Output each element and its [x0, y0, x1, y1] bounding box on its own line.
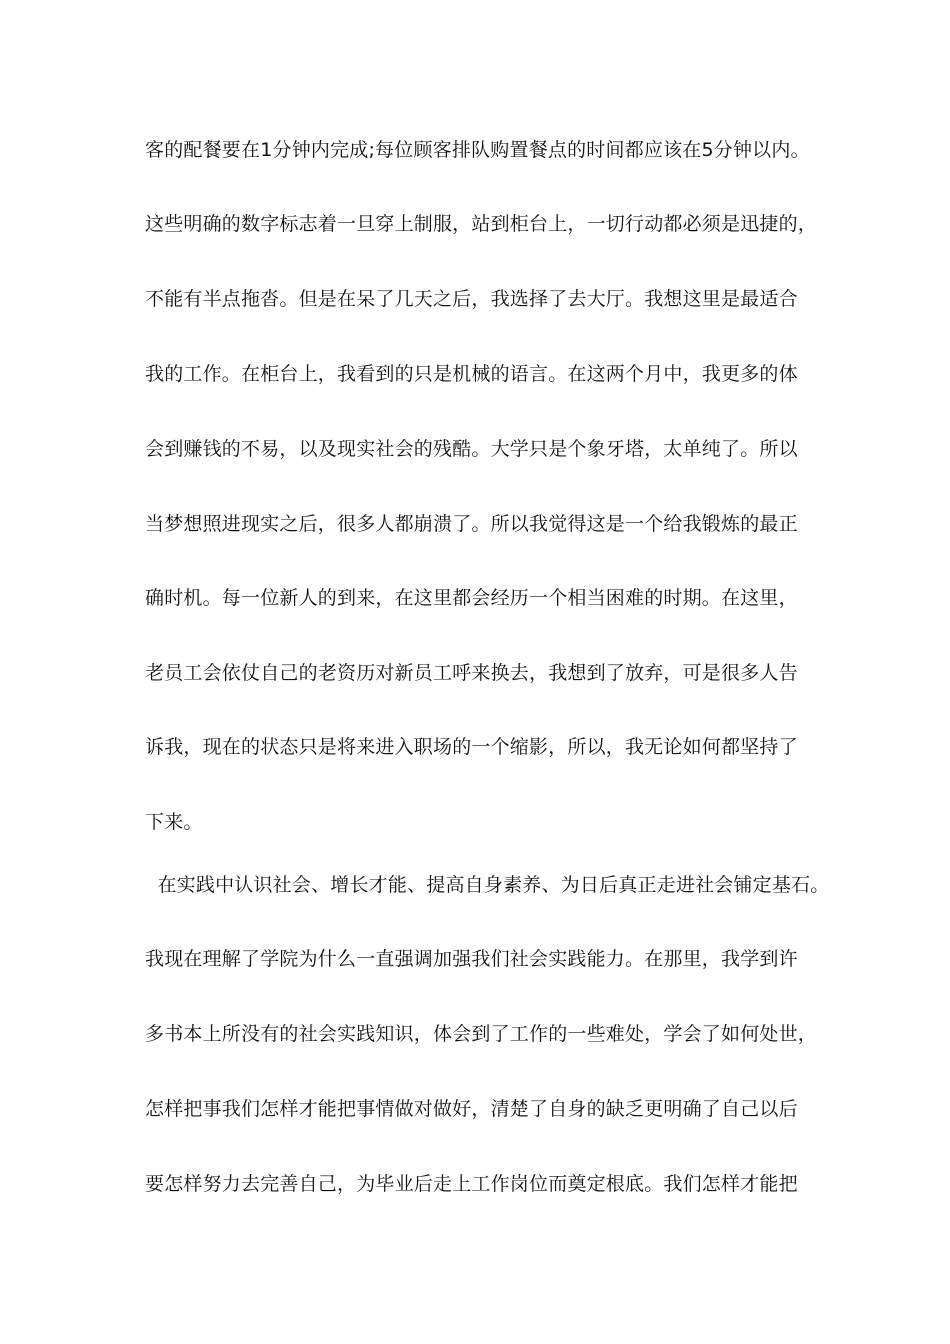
paragraph-line: 在实践中认识社会、增长才能、提高自身素养、为日后真正走进社会铺定基石。 — [145, 874, 830, 896]
paragraph-line: 多书本上所没有的社会实践知识，体会到了工作的一些难处，学会了如何处世， — [145, 1023, 818, 1045]
paragraph-line: 下来。 — [145, 811, 203, 833]
paragraph-line: 怎样把事我们怎样才能把事情做对做好，清楚了自身的缺乏更明确了自己以后 — [145, 1098, 798, 1120]
paragraph-line: 不能有半点拖沓。但是在呆了几天之后，我选择了去大厅。我想这里是最适合 — [145, 288, 798, 310]
paragraph-line: 会到赚钱的不易，以及现实社会的残酷。大学只是个象牙塔，太单纯了。所以 — [145, 438, 798, 460]
paragraph-line: 确时机。每一位新人的到来，在这里都会经历一个相当困难的时期。在这里， — [145, 587, 798, 609]
paragraph-line: 我的工作。在柜台上，我看到的只是机械的语言。在这两个月中，我更多的体 — [145, 363, 798, 385]
paragraph-line: 我现在理解了学院为什么一直强调加强我们社会实践能力。在那里，我学到许 — [145, 948, 798, 970]
paragraph-line: 这些明确的数字标志着一旦穿上制服，站到柜台上，一切行动都必须是迅捷的， — [145, 213, 818, 235]
paragraph-line: 老员工会依仗自己的老资历对新员工呼来换去，我想到了放弃，可是很多人告 — [145, 662, 798, 684]
paragraph-line: 当梦想照进现实之后，很多人都崩溃了。所以我觉得这是一个给我锻炼的最正 — [145, 513, 798, 535]
paragraph-line: 客的配餐要在1分钟内完成;每位顾客排队购置餐点的时间都应该在5分钟以内。 — [145, 139, 810, 161]
paragraph-line: 诉我，现在的状态只是将来进入职场的一个缩影，所以，我无论如何都坚持了 — [145, 736, 798, 758]
paragraph-line: 要怎样努力去完善自己，为毕业后走上工作岗位而奠定根底。我们怎样才能把 — [145, 1173, 798, 1195]
